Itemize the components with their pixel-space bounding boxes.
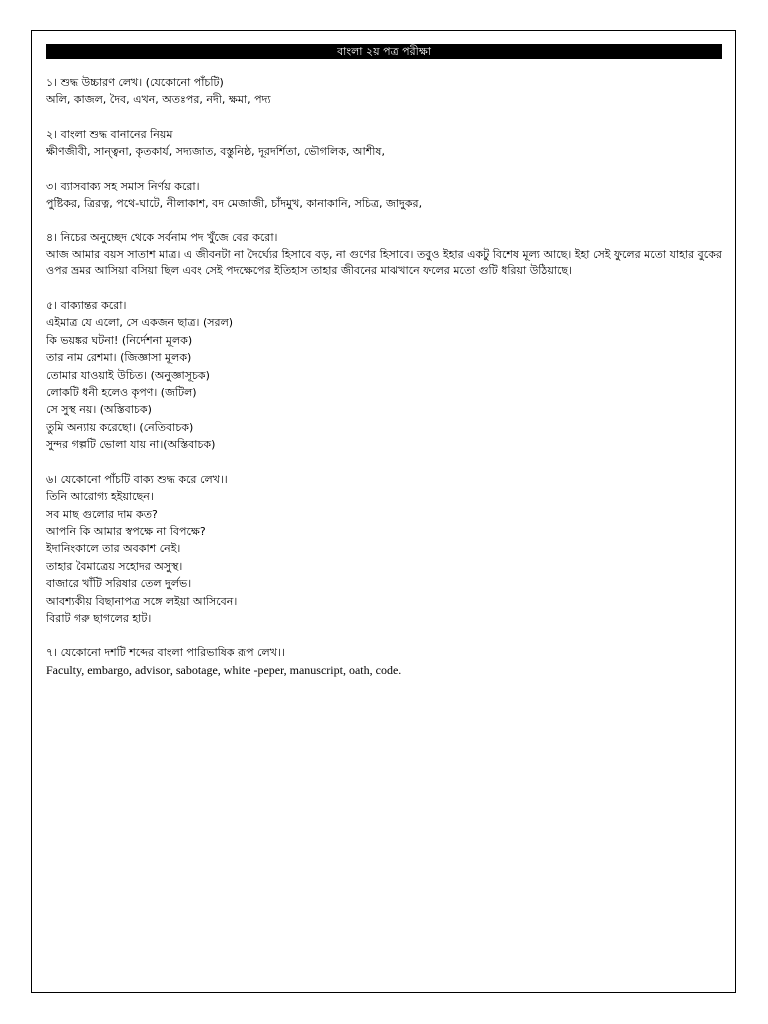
question-5-item: তোমার যাওয়াই উচিত। (অনুজ্ঞাসূচক) [46,368,210,382]
question-5-item: লোকটি ধনী হলেও কৃপণ। (জটিল) [46,386,197,400]
question-6-item: সব মাছ গুলোর দাম কত? [46,507,158,521]
question-5-heading: ৫। বাক্যান্তর করো। [46,299,127,313]
question-5-item: কি ভয়ঙ্কর ঘটনা! (নির্দেশনা মূলক) [46,333,193,347]
question-6-item: বিরাট গরু ছাগলের হাট। [46,611,152,625]
question-6-item: আপনি কি আমার স্বপক্ষে না বিপক্ষে? [46,524,206,538]
question-7 [46,644,722,679]
question-1 [46,74,722,109]
question-4-passage: আজ আমার বয়স সাতাশ মাত্র। এ জীবনটা না দৈর্ঘ্যের হিসাবে বড়, না গুণের হিসাবে। তবুও ইহার একটু বিশেষ মূল্য আছে। ইহা সেই ফুলের মতো যাহার বুকের ওপর ভ্রমর আসিয়া বসিয়া ছিল এবং সেই পদক্ষেপের ইতিহাস তাহার জীবনের মাঝখানে ফলের মতো গুটি ধরিয়া উঠিয়াছে। [46,247,722,278]
question-4-heading: ৪। নিচের অনুচ্ছেদ থেকে সর্বনাম পদ খুঁজে বের করো। [46,231,278,245]
question-6-item: আবশ্যকীয় বিছানাপত্র সঙ্গে লইয়া আসিবেন। [46,594,238,608]
question-7-words: Faculty, embargo, advisor, sabotage, white -peper, manuscript, oath, code. [46,662,402,677]
question-5-item: তুমি অন্যায় করেছো। (নেতিবাচক) [46,420,194,434]
question-6-item: তাহার বৈমাত্রেয় সহোদর অসুস্থ। [46,559,183,573]
question-7-heading: ৭। যেকোনো দশটি শব্দের বাংলা পারিভাষিক রূপ লেখ।। [46,646,285,660]
question-5 [46,297,722,454]
question-6-item: বাজারে খাঁটি সরিষার তেল দুর্লভ। [46,577,192,591]
question-3-words: পুষ্টিকর, ত্রিরত্ন, পথে-ঘাটে, নীলাকাশ, বদ মেজাজী, চাঁদমুখ, কানাকানি, সচিত্র, জাদুকর, [46,197,423,211]
question-2-heading: ২। বাংলা শুদ্ধ বানানের নিয়ম [46,127,173,141]
question-2-words: ক্ষীণজীবী, সান্ত্বনা, কৃতকার্য, সদ্যজাত, বস্তুনিষ্ঠ, দূরদর্শিতা, ভৌগলিক, আশীষ, [46,145,385,159]
question-2 [46,126,722,161]
question-5-item: সে সুস্থ নয়। (অস্তিবাচক) [46,403,152,417]
exam-content [46,74,722,696]
question-3 [46,178,722,213]
question-1-words: অলি, কাজল, দৈব, এখন, অতঃপর, নদী, ক্ষমা, পদ্য [46,93,271,107]
question-5-item: এইমাত্র যে এলো, সে একজন ছাত্র। (সরল) [46,316,234,330]
question-5-item: তার নাম রেশমা। (জিজ্ঞাসা মূলক) [46,351,192,365]
question-6-item: তিনি আরোগ্য হইয়াছেন। [46,490,154,504]
question-5-item: সুন্দর গল্পটি ভোলা যায় না।(অস্তিবাচক) [46,438,216,452]
question-6 [46,471,722,628]
question-4 [46,229,722,280]
question-6-item: ইদানিংকালে তার অবকাশ নেই। [46,542,181,556]
question-6-heading: ৬। যেকোনো পাঁচটি বাক্য শুদ্ধ করে লেখ।। [46,472,228,486]
exam-title: বাংলা ২য় পত্র পরীক্ষা [46,44,722,59]
question-3-heading: ৩। ব্যাসবাক্য সহ সমাস নির্ণয় করো। [46,179,200,193]
question-1-heading: ১। শুদ্ধ উচ্চারণ লেখ। (যেকোনো পাঁচটি) [46,76,224,89]
